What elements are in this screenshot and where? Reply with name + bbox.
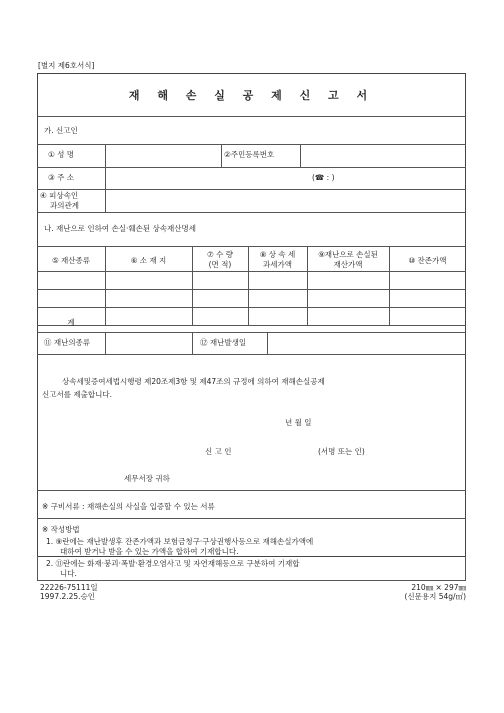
resident-id-label: ②주민등록번호 [224,150,275,159]
form-label: [별지 제6호서식] [38,61,95,70]
disaster-type-field[interactable] [106,333,191,353]
col-location: ⑥ 소 재 지 [130,256,167,265]
declaration-line-1: 상속세및증여세법시행령 제20조제3항 및 제47조의 규정에 의하여 재해손실공제 [62,377,325,386]
footer-paper: (신문용지 54g/㎡) [404,592,466,601]
col-loss-value-2: 재산가액 [333,260,363,269]
footer-size: 210㎜ × 297㎜ [411,583,466,592]
declarant-name-field[interactable] [245,444,313,458]
method-heading: ※ 작성방법 [42,525,80,534]
table-row[interactable] [38,290,465,306]
table-row[interactable] [38,272,465,288]
disaster-date-label: ⑫ 재난발생일 [200,338,247,347]
col-quantity-1: ⑦ 수 량 [207,250,233,259]
method-item-1-line-2: 대하여 받거나 받을 수 있는 가액을 합하여 기재합니다. [60,547,239,556]
address-label: ③ 주 소 [48,173,74,182]
name-label: ① 성 명 [48,150,74,159]
section-b-heading: 나. 재난으로 인하여 손실·훼손된 상속재산명세 [44,224,196,233]
required-docs-note: ※ 구비서류 : 재해손실의 사실을 입증할 수 있는 서류 [42,502,215,511]
col-loss-value-1: ⑨재난으로 손실된 [318,250,378,259]
method-item-1-line-1: 1. ⑨란에는 재난발생후 잔존가액과 보험금청구·구상권행사등으로 재해손실가액에 [46,537,314,546]
footer-approval: 1997.2.25.승인 [40,592,96,601]
col-taxable-value-2: 과세가액 [263,260,292,269]
declaration-line-2: 신고서를 제출합니다. [42,390,112,399]
relation-field[interactable] [106,190,465,211]
name-field[interactable] [106,145,220,166]
date-label: 년 월 일 [285,418,312,427]
disaster-type-label: ⑪ 재난의종류 [44,338,91,347]
addressee: 세무서장 귀하 [124,474,170,483]
relation-label-2: 과의관계 [50,201,79,210]
relation-label-1: ④ 피상속인 [40,191,79,200]
col-taxable-value-1: ⑧ 상 속 세 [259,250,296,259]
resident-id-field[interactable] [301,145,465,166]
total-label: 계 [67,318,75,327]
col-quantity-2: (면 적) [208,260,232,269]
address-field[interactable] [106,168,306,188]
footer-code: 22226-75111일 [40,583,98,592]
phone-label: (☎ : ) [312,173,335,182]
declarant-label: 신 고 인 [205,447,232,456]
method-item-2-line-1: 2. ⑪란에는 화재·붕괴·폭발·환경오염사고 및 자연재해등으로 구분하여 기재합 [46,559,300,568]
col-property-type: ⑤ 재산종류 [51,256,91,265]
col-residual-value: ⑩ 잔존가액 [408,256,447,265]
section-a-heading: 가. 신고인 [44,126,78,135]
method-item-2-line-2: 니다. [60,569,77,578]
disaster-date-field[interactable] [268,333,465,353]
signature-label: (서명 또는 인) [318,447,365,456]
form-title: 재 해 손 실 공 제 신 고 서 [128,89,375,102]
